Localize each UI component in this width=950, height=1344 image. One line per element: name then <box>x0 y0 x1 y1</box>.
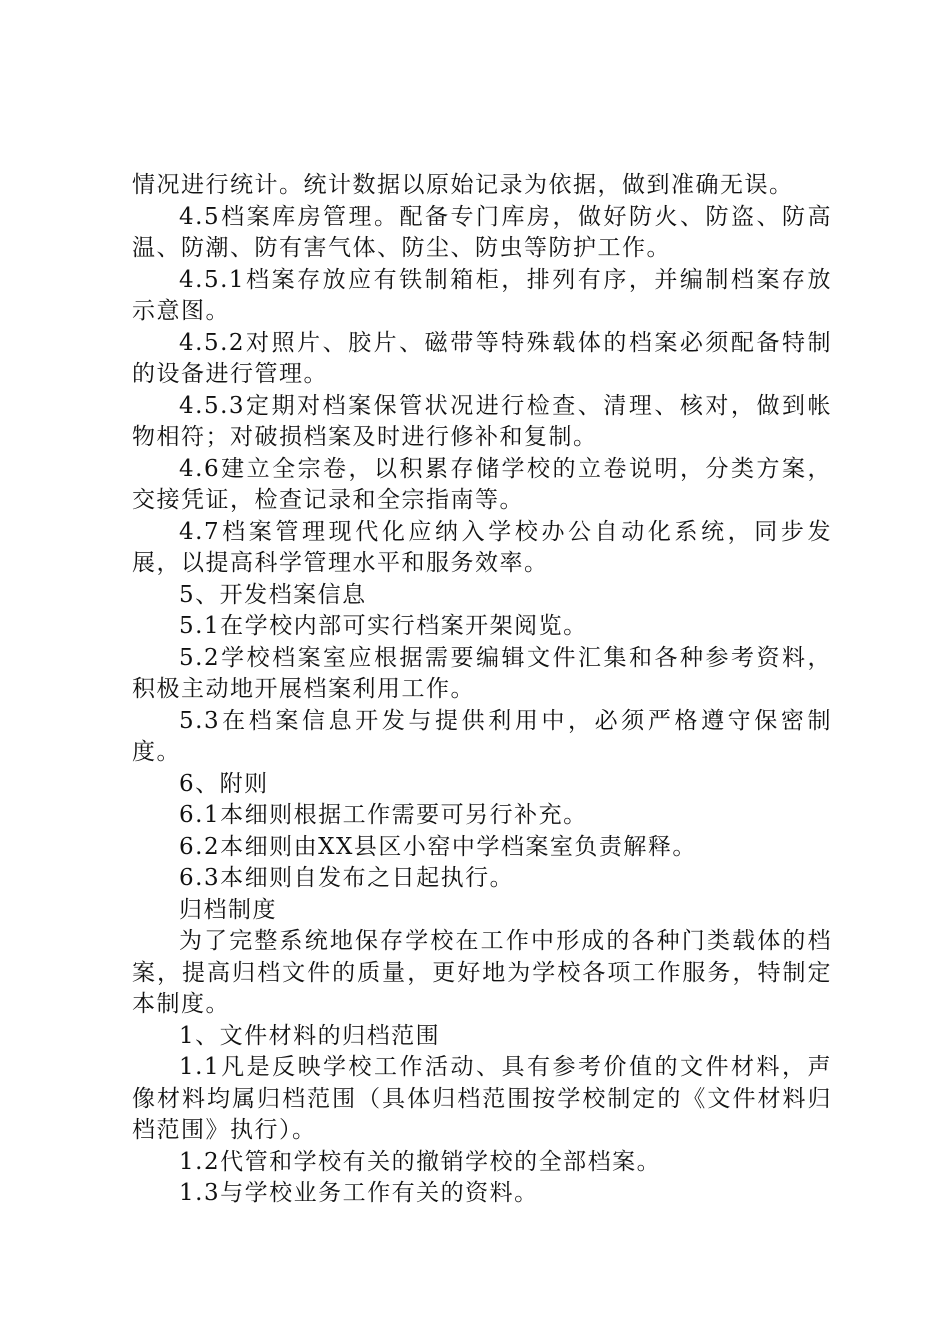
paragraph: 5.3在档案信息开发与提供利用中，必须严格遵守保密制度。 <box>132 707 832 765</box>
paragraph: 6.3本细则自发布之日起执行。 <box>179 865 515 891</box>
paragraph: 1.2代管和学校有关的撤销学校的全部档案。 <box>179 1148 662 1175</box>
section-heading: 6、附则 <box>179 770 269 797</box>
paragraph: 1.3与学校业务工作有关的资料。 <box>179 1180 539 1206</box>
paragraph: 6.1本细则根据工作需要可另行补充。 <box>179 802 588 828</box>
section-heading: 1、文件材料的归档范围 <box>179 1022 441 1049</box>
paragraph: 5.1在学校内部可实行档案开架阅览。 <box>179 613 588 639</box>
paragraph: 4.5.3定期对档案保管状况进行检查、清理、核对，做到帐物相符；对破损档案及时进行修补和复制。 <box>132 392 832 450</box>
paragraph: 1.1凡是反映学校工作活动、具有参考价值的文件材料，声像材料均属归档范围（具体归档范围按学校制定的《文件材料归档范围》执行）。 <box>132 1054 832 1143</box>
paragraph: 5.2学校档案室应根据需要编辑文件汇集和各种参考资料，积极主动地开展档案利用工作。 <box>132 644 832 702</box>
section-heading: 5、开发档案信息 <box>179 581 367 608</box>
paragraph: 4.5档案库房管理。配备专门库房，做好防火、防盗、防高温、防潮、防有害气体、防尘、防虫等防护工作。 <box>132 203 832 261</box>
paragraph: 4.7档案管理现代化应纳入学校办公自动化系统，同步发展，以提高科学管理水平和服务效率。 <box>132 518 832 576</box>
paragraph: 6.2本细则由XX县区小窑中学档案室负责解释。 <box>179 833 697 860</box>
paragraph: 4.5.2对照片、胶片、磁带等特殊载体的档案必须配备特制的设备进行管理。 <box>132 329 832 387</box>
paragraph: 为了完整系统地保存学校在工作中形成的各种门类载体的档案，提高归档文件的质量，更好地为学校各项工作服务，特制定本制度。 <box>132 928 832 1017</box>
paragraph: 4.6建立全宗卷，以积累存储学校的立卷说明，分类方案，交接凭证，检查记录和全宗指南等。 <box>132 455 832 513</box>
document-body <box>132 170 832 1210</box>
paragraph: 情况进行统计。统计数据以原始记录为依据，做到准确无误。 <box>132 172 794 198</box>
paragraph: 4.5.1档案存放应有铁制箱柜，排列有序，并编制档案存放示意图。 <box>132 266 832 324</box>
document-title: 归档制度 <box>179 896 277 923</box>
